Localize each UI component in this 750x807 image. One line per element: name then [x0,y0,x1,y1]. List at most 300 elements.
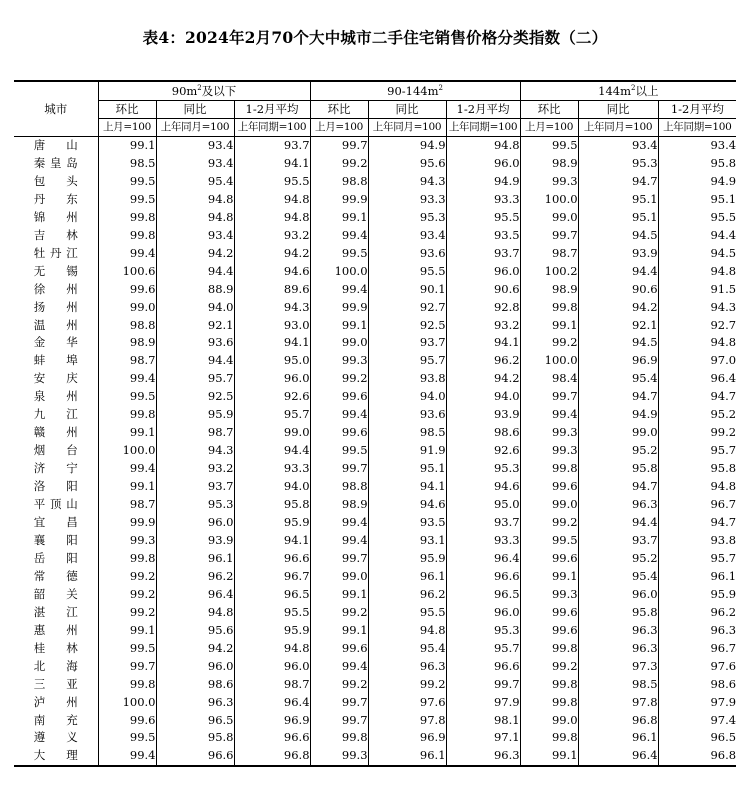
index-value-cell: 95.7 [658,550,736,568]
city-cell [14,532,98,550]
index-value-cell: 99.5 [98,191,156,209]
index-value-cell: 99.2 [98,586,156,604]
index-value-cell: 88.9 [156,281,234,299]
sub-header-yoy: 同比 [368,101,446,119]
index-value-cell: 94.1 [234,532,310,550]
index-value-cell: 98.4 [520,370,578,388]
index-value-cell: 99.6 [520,622,578,640]
city-name: 三亚 [33,676,78,691]
index-value-cell: 99.1 [520,317,578,335]
index-value-cell: 96.0 [234,658,310,676]
sub-header-mom: 环比 [520,101,578,119]
index-value-cell: 99.8 [520,640,578,658]
index-value-cell: 99.4 [98,747,156,766]
index-value-cell: 95.4 [578,370,658,388]
index-value-cell: 93.2 [446,317,520,335]
index-value-cell: 94.5 [578,227,658,245]
index-value-cell: 94.1 [446,334,520,352]
index-value-cell: 100.0 [98,694,156,712]
index-value-cell: 94.9 [578,406,658,424]
sub-header-yoy: 同比 [578,101,658,119]
index-value-cell: 93.8 [658,532,736,550]
table-row [14,532,736,550]
index-value-cell: 96.5 [446,586,520,604]
index-value-cell: 93.1 [368,532,446,550]
city-column-header: 城市 [14,81,98,137]
city-name: 温州 [33,317,78,332]
index-value-cell: 96.1 [368,747,446,766]
index-value-cell: 94.7 [658,388,736,406]
index-value-cell: 95.9 [156,406,234,424]
index-value-cell: 98.7 [156,424,234,442]
city-cell [14,227,98,245]
index-value-cell: 100.0 [310,263,368,281]
index-value-cell: 95.6 [368,155,446,173]
city-name: 大理 [33,748,78,763]
index-value-cell: 96.5 [156,712,234,730]
index-value-cell: 94.1 [234,334,310,352]
index-value-cell: 98.5 [368,424,446,442]
index-value-cell: 99.2 [98,568,156,586]
index-value-cell: 95.9 [658,586,736,604]
index-value-cell: 95.3 [578,155,658,173]
index-value-cell: 96.4 [446,550,520,568]
index-value-cell: 93.2 [234,227,310,245]
index-value-cell: 94.3 [234,299,310,317]
index-value-cell: 94.3 [368,173,446,191]
index-value-cell: 99.8 [98,406,156,424]
city-name: 吉林 [33,227,78,242]
city-name: 徐州 [33,281,78,296]
index-value-cell: 94.8 [658,263,736,281]
city-name: 北海 [33,658,78,673]
index-value-cell: 95.0 [234,352,310,370]
table-row [14,173,736,191]
index-value-cell: 99.4 [310,281,368,299]
index-value-cell: 99.8 [98,676,156,694]
index-value-cell: 93.3 [446,532,520,550]
index-value-cell: 99.4 [98,370,156,388]
index-value-cell: 94.5 [658,245,736,263]
index-value-cell: 98.9 [310,496,368,514]
index-value-cell: 99.0 [98,299,156,317]
index-value-cell: 94.9 [658,173,736,191]
index-value-cell: 92.7 [368,299,446,317]
price-index-table [14,80,736,767]
index-value-cell: 99.3 [520,173,578,191]
index-value-cell: 99.4 [310,514,368,532]
index-value-cell: 99.9 [310,299,368,317]
table-row [14,406,736,424]
city-name: 唐山 [33,138,78,152]
index-value-cell: 94.7 [578,478,658,496]
index-value-cell: 99.7 [520,388,578,406]
index-value-cell: 96.6 [446,568,520,586]
city-cell [14,281,98,299]
index-value-cell: 99.8 [98,227,156,245]
index-value-cell: 94.8 [234,209,310,227]
city-cell [14,568,98,586]
index-value-cell: 94.7 [578,388,658,406]
index-value-cell: 94.4 [658,227,736,245]
table-row [14,604,736,622]
city-name: 赣州 [33,425,78,440]
table-row [14,460,736,478]
city-cell [14,209,98,227]
index-value-cell: 96.0 [578,586,658,604]
index-value-cell: 99.1 [98,424,156,442]
index-value-cell: 96.3 [578,496,658,514]
index-value-cell: 99.1 [520,568,578,586]
index-value-cell: 95.7 [156,370,234,388]
index-value-cell: 99.8 [310,729,368,747]
index-value-cell: 99.4 [310,227,368,245]
city-cell [14,478,98,496]
table-row [14,622,736,640]
index-value-cell: 95.4 [578,568,658,586]
city-cell [14,586,98,604]
index-value-cell: 99.0 [234,424,310,442]
index-value-cell: 99.6 [520,604,578,622]
table-body [14,137,736,767]
index-value-cell: 93.8 [368,370,446,388]
city-name: 牡丹江 [33,245,78,260]
base-header-prev-year-month: 上年同月=100 [368,119,446,137]
city-cell [14,712,98,730]
city-name: 遵义 [33,730,78,745]
city-cell [14,388,98,406]
index-value-cell: 95.3 [368,209,446,227]
index-value-cell: 99.4 [310,658,368,676]
index-value-cell: 99.4 [520,406,578,424]
index-value-cell: 99.1 [98,478,156,496]
index-value-cell: 96.0 [156,514,234,532]
index-value-cell: 93.4 [156,137,234,155]
index-value-cell: 93.7 [368,334,446,352]
index-value-cell: 95.1 [658,191,736,209]
index-value-cell: 99.2 [368,676,446,694]
city-cell [14,424,98,442]
index-value-cell: 98.9 [98,334,156,352]
index-value-cell: 96.3 [368,658,446,676]
city-name: 泉州 [33,389,78,404]
city-name: 金华 [33,335,78,350]
index-value-cell: 95.7 [368,352,446,370]
index-value-cell: 95.5 [658,209,736,227]
index-value-cell: 96.0 [156,658,234,676]
city-name: 扬州 [33,299,78,314]
group-header-large: $144m^2$以上 [520,81,736,101]
index-value-cell: 95.8 [658,460,736,478]
sub-header-avg: 1-2月平均 [658,101,736,119]
table-row [14,209,736,227]
index-value-cell: 99.6 [520,550,578,568]
city-name: 南充 [33,712,78,727]
table-row [14,478,736,496]
index-value-cell: 94.3 [658,299,736,317]
index-value-cell: 99.9 [310,191,368,209]
city-cell [14,299,98,317]
index-value-cell: 99.7 [310,712,368,730]
index-value-cell: 92.5 [156,388,234,406]
page-title: 表4：2024年2月70个大中城市二手住宅销售价格分类指数（二） [142,28,608,47]
index-value-cell: 99.5 [310,442,368,460]
index-value-cell: 93.2 [156,460,234,478]
index-value-cell: 94.0 [368,388,446,406]
index-value-cell: 95.2 [578,442,658,460]
index-value-cell: 92.7 [658,317,736,335]
index-value-cell: 96.7 [658,496,736,514]
index-value-cell: 99.1 [310,317,368,335]
index-value-cell: 94.9 [368,137,446,155]
index-value-cell: 99.1 [520,747,578,766]
index-value-cell: 94.3 [156,442,234,460]
index-value-cell: 99.7 [310,460,368,478]
index-value-cell: 95.5 [234,173,310,191]
index-value-cell: 97.0 [658,352,736,370]
index-value-cell: 98.1 [446,712,520,730]
base-header-prev-month: 上月=100 [310,119,368,137]
index-value-cell: 96.3 [156,694,234,712]
city-cell [14,729,98,747]
index-value-cell: 93.5 [368,514,446,532]
index-value-cell: 95.5 [446,209,520,227]
index-value-cell: 92.6 [446,442,520,460]
index-value-cell: 100.0 [520,352,578,370]
table-row [14,388,736,406]
index-value-cell: 96.4 [658,370,736,388]
index-value-cell: 94.8 [658,478,736,496]
index-value-cell: 96.4 [578,747,658,766]
table-row [14,640,736,658]
table-row [14,334,736,352]
index-value-cell: 94.5 [578,334,658,352]
index-value-cell: 98.7 [98,352,156,370]
index-value-cell: 94.8 [234,191,310,209]
index-value-cell: 92.1 [578,317,658,335]
index-value-cell: 99.6 [310,424,368,442]
index-value-cell: 99.3 [310,352,368,370]
index-value-cell: 99.3 [520,442,578,460]
index-value-cell: 95.3 [446,460,520,478]
index-value-cell: 95.6 [156,622,234,640]
index-value-cell: 98.8 [310,478,368,496]
index-value-cell: 94.8 [368,622,446,640]
city-name: 安庆 [33,371,78,386]
city-name: 无锡 [33,263,78,278]
index-value-cell: 93.7 [446,245,520,263]
index-value-cell: 92.5 [368,317,446,335]
index-value-cell: 96.8 [658,747,736,766]
index-value-cell: 94.4 [578,263,658,281]
index-value-cell: 99.5 [98,388,156,406]
index-value-cell: 95.7 [234,406,310,424]
base-header-prev-year-month: 上年同月=100 [156,119,234,137]
index-value-cell: 94.8 [446,137,520,155]
index-value-cell: 90.1 [368,281,446,299]
index-value-cell: 96.2 [156,568,234,586]
index-value-cell: 93.9 [156,532,234,550]
index-value-cell: 99.4 [98,460,156,478]
index-value-cell: 99.7 [310,137,368,155]
index-value-cell: 96.4 [234,694,310,712]
index-value-cell: 96.2 [368,586,446,604]
city-name: 襄阳 [33,532,78,547]
city-name: 济宁 [33,461,78,476]
table-row [14,568,736,586]
index-value-cell: 90.6 [446,281,520,299]
index-value-cell: 99.8 [520,676,578,694]
city-name: 九江 [33,407,78,422]
index-value-cell: 99.2 [310,370,368,388]
index-value-cell: 99.4 [310,532,368,550]
index-value-cell: 94.4 [578,514,658,532]
city-cell [14,676,98,694]
index-value-cell: 95.8 [578,604,658,622]
city-cell [14,622,98,640]
base-header-prev-month: 上月=100 [520,119,578,137]
city-name: 秦皇岛 [33,155,78,170]
index-value-cell: 94.8 [658,334,736,352]
index-value-cell: 93.5 [446,227,520,245]
index-value-cell: 99.1 [310,586,368,604]
index-value-cell: 95.8 [658,155,736,173]
index-value-cell: 94.8 [234,640,310,658]
index-value-cell: 92.8 [446,299,520,317]
index-value-cell: 99.2 [310,155,368,173]
index-value-cell: 96.3 [658,622,736,640]
table-row [14,550,736,568]
index-value-cell: 93.3 [368,191,446,209]
city-cell [14,263,98,281]
city-cell [14,137,98,155]
city-cell [14,658,98,676]
index-value-cell: 96.3 [446,747,520,766]
index-value-cell: 99.5 [98,640,156,658]
index-value-cell: 93.3 [446,191,520,209]
index-value-cell: 94.6 [446,478,520,496]
city-name: 惠州 [33,622,78,637]
index-value-cell: 96.1 [578,729,658,747]
table-row [14,676,736,694]
index-value-cell: 98.7 [98,496,156,514]
index-value-cell: 99.0 [310,334,368,352]
index-value-cell: 95.4 [368,640,446,658]
index-value-cell: 99.5 [520,532,578,550]
index-value-cell: 99.6 [310,388,368,406]
index-value-cell: 93.7 [446,514,520,532]
index-value-cell: 95.5 [368,263,446,281]
index-value-cell: 93.9 [578,245,658,263]
index-value-cell: 99.1 [98,137,156,155]
index-value-cell: 95.4 [156,173,234,191]
index-value-cell: 99.9 [98,514,156,532]
index-value-cell: 96.8 [234,747,310,766]
index-value-cell: 95.7 [446,640,520,658]
table-row [14,496,736,514]
index-value-cell: 99.2 [520,334,578,352]
city-cell [14,334,98,352]
index-value-cell: 99.8 [520,729,578,747]
city-name: 烟台 [33,443,78,458]
index-value-cell: 99.6 [98,281,156,299]
city-cell [14,747,98,766]
index-value-cell: 96.1 [658,568,736,586]
sub-header-avg: 1-2月平均 [234,101,310,119]
index-value-cell: 99.8 [520,460,578,478]
index-value-cell: 96.6 [234,729,310,747]
index-value-cell: 91.9 [368,442,446,460]
index-value-cell: 98.5 [98,155,156,173]
index-value-cell: 94.2 [578,299,658,317]
city-name: 岳阳 [33,550,78,565]
index-value-cell: 94.4 [156,263,234,281]
index-value-cell: 99.1 [98,622,156,640]
base-header-prev-year-period: 上年同期=100 [658,119,736,137]
base-header-prev-month: 上月=100 [98,119,156,137]
index-value-cell: 96.0 [446,604,520,622]
index-value-cell: 100.0 [98,442,156,460]
city-cell [14,155,98,173]
index-value-cell: 94.7 [658,514,736,532]
table-row [14,299,736,317]
index-value-cell: 99.7 [446,676,520,694]
city-cell [14,640,98,658]
index-value-cell: 99.0 [578,424,658,442]
city-cell [14,245,98,263]
index-value-cell: 99.1 [310,622,368,640]
index-value-cell: 98.8 [310,173,368,191]
index-value-cell: 93.7 [234,137,310,155]
table-row [14,694,736,712]
index-value-cell: 94.2 [446,370,520,388]
index-value-cell: 92.1 [156,317,234,335]
index-value-cell: 95.8 [234,496,310,514]
city-cell [14,460,98,478]
city-name: 锦州 [33,209,78,224]
city-cell [14,514,98,532]
index-value-cell: 99.0 [520,712,578,730]
index-value-cell: 96.0 [446,263,520,281]
city-cell [14,550,98,568]
index-value-cell: 98.6 [446,424,520,442]
index-value-cell: 93.6 [368,406,446,424]
index-value-cell: 94.0 [234,478,310,496]
table-row [14,227,736,245]
index-value-cell: 93.4 [156,155,234,173]
index-value-cell: 96.9 [368,729,446,747]
index-value-cell: 96.7 [658,640,736,658]
index-value-cell: 93.4 [368,227,446,245]
index-value-cell: 94.4 [156,352,234,370]
index-value-cell: 94.1 [368,478,446,496]
index-value-cell: 94.6 [234,263,310,281]
index-value-cell: 93.7 [578,532,658,550]
city-cell [14,173,98,191]
index-value-cell: 95.3 [446,622,520,640]
table-row [14,191,736,209]
index-value-cell: 94.4 [234,442,310,460]
index-value-cell: 97.9 [446,694,520,712]
index-value-cell: 99.8 [520,694,578,712]
index-value-cell: 97.9 [658,694,736,712]
city-cell [14,604,98,622]
index-value-cell: 99.3 [98,532,156,550]
index-value-cell: 96.7 [234,568,310,586]
index-value-cell: 96.9 [234,712,310,730]
index-value-cell: 95.1 [578,209,658,227]
index-value-cell: 96.0 [446,155,520,173]
